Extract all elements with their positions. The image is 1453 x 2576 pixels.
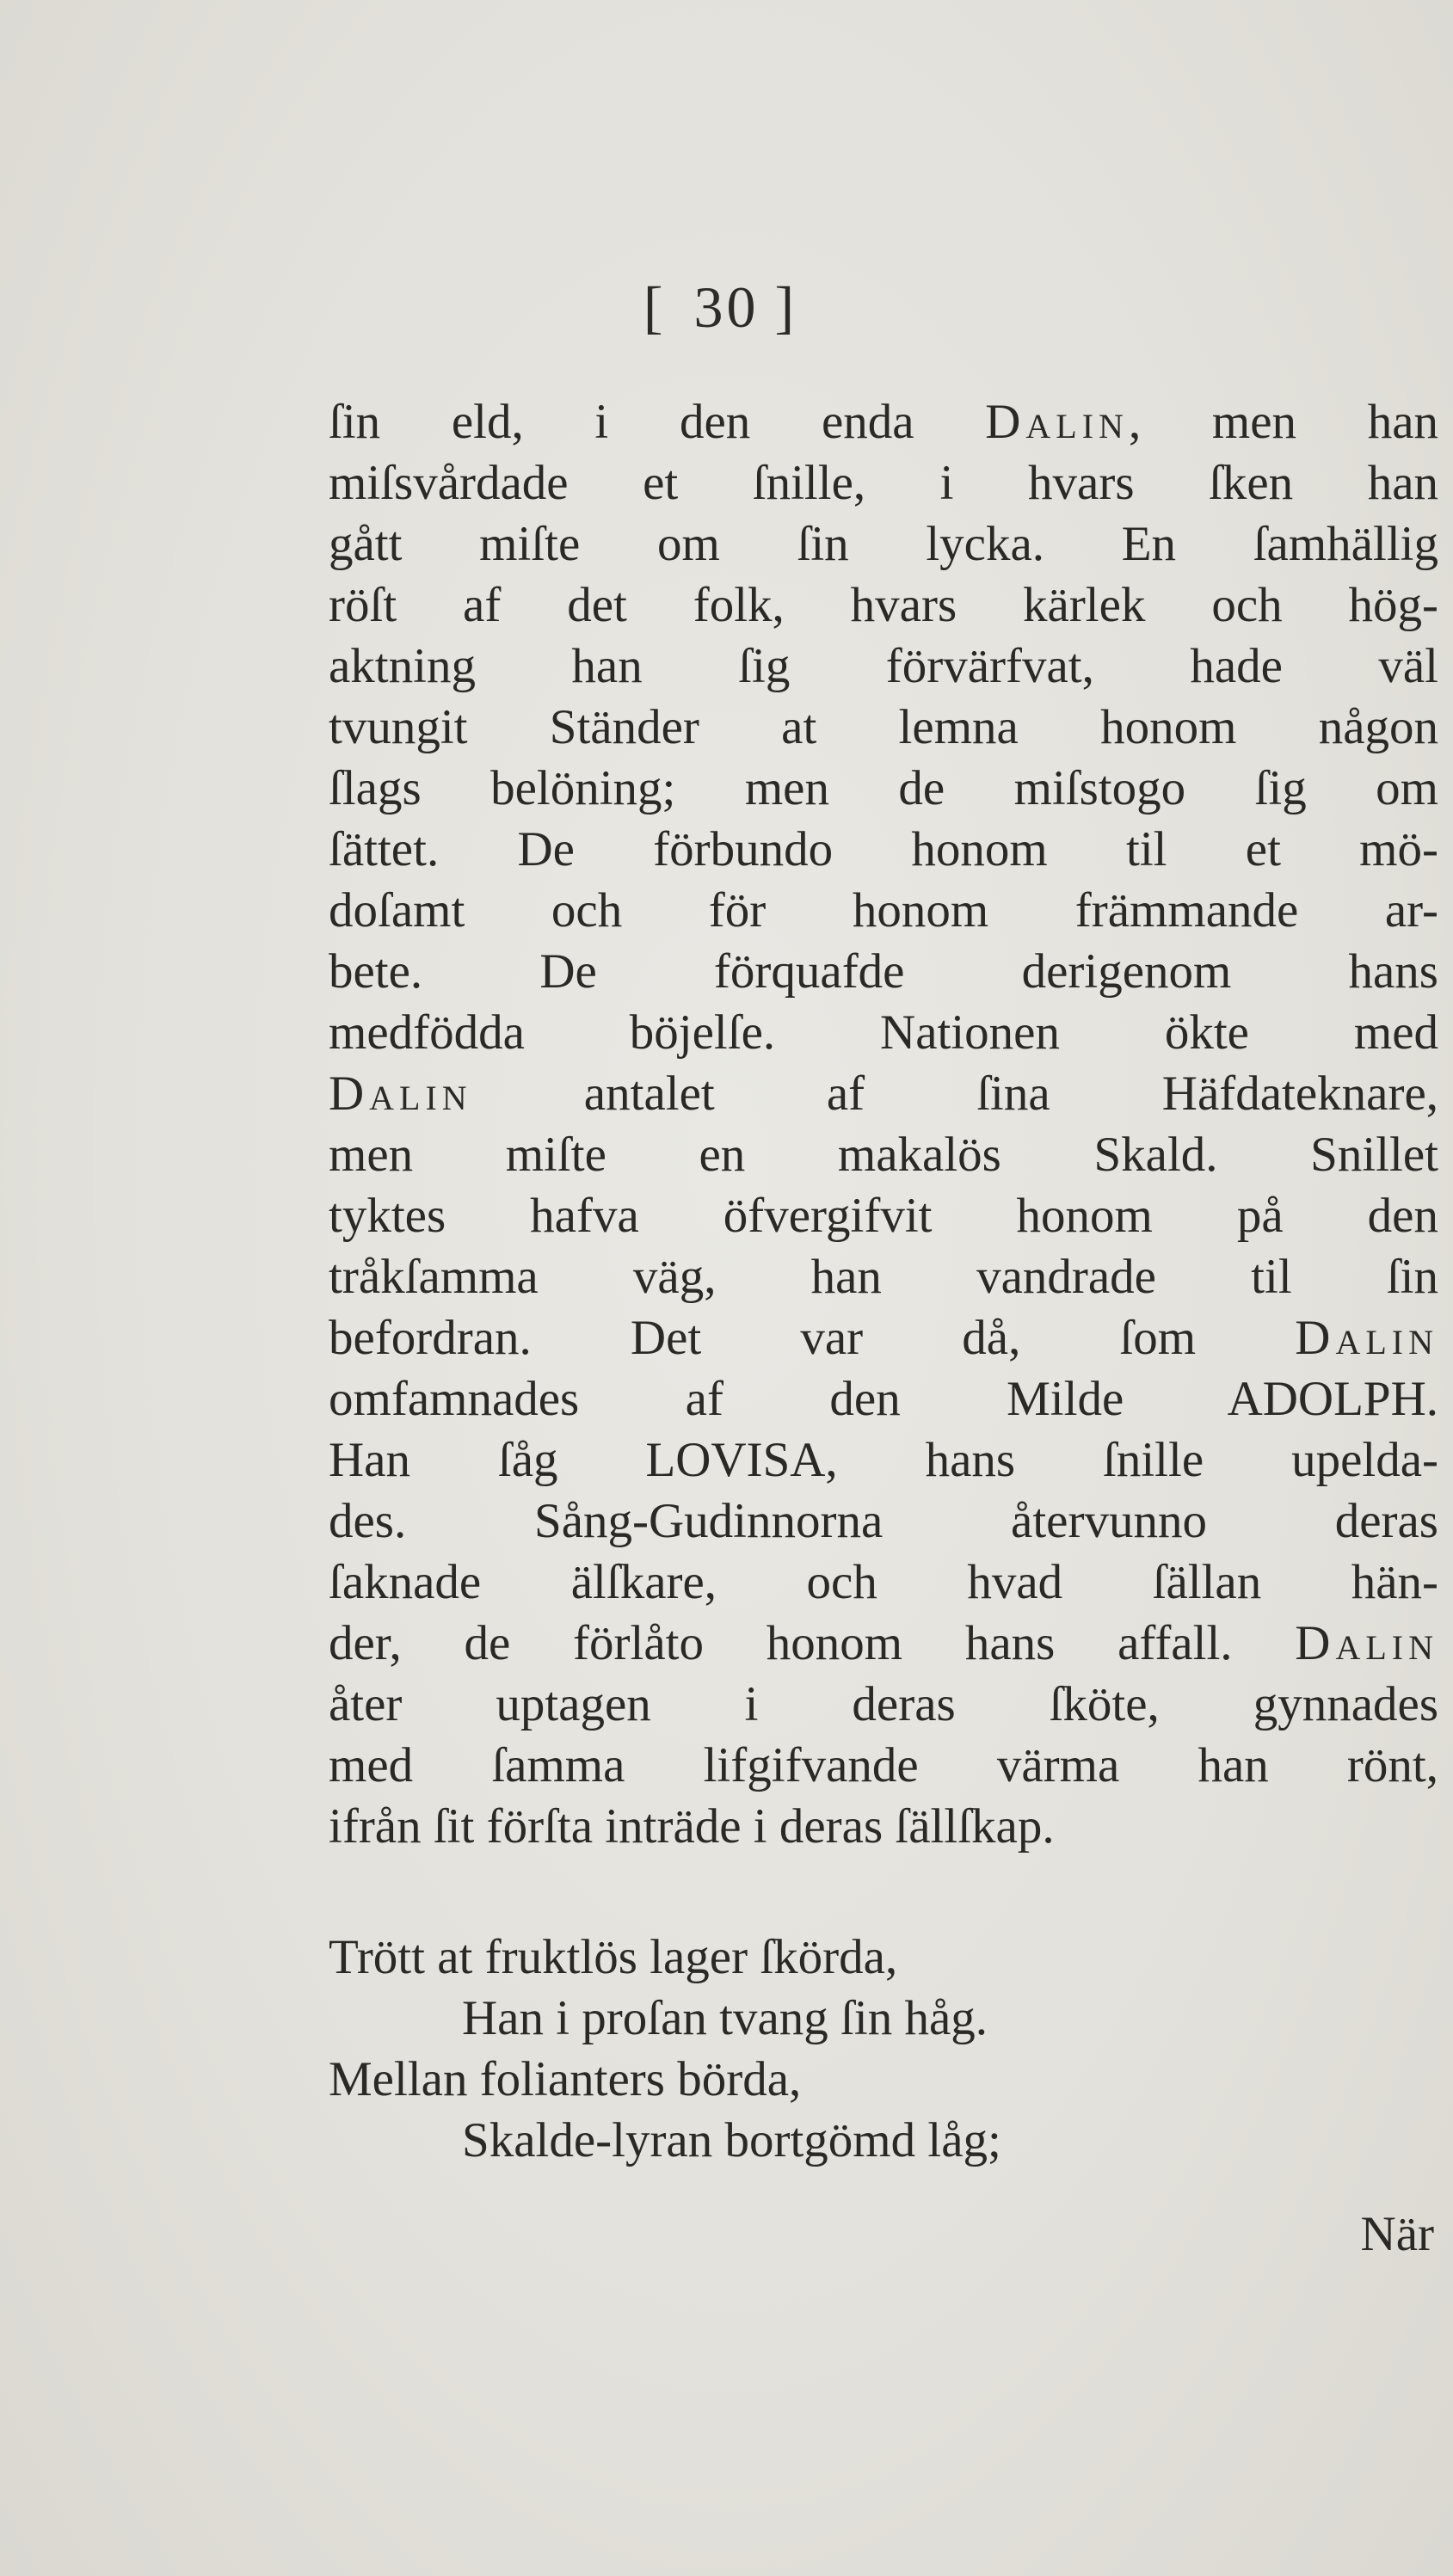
small-caps-name: Dalin	[1295, 1616, 1438, 1670]
text-line	[329, 819, 1438, 880]
text-line	[329, 1307, 1438, 1368]
text-run: doſamt och för honom främmande ar-	[329, 883, 1438, 938]
text-run: tyktes hafva öfvergifvit honom på den	[329, 1189, 1438, 1243]
text-run: ifrån ſit förſta inträde i deras ſällſkap.	[329, 1799, 1055, 1854]
text-run: ſin eld, i den enda	[329, 395, 986, 449]
text-run: tvungit Ständer at lemna honom någon	[329, 700, 1438, 754]
text-run: ſättet. De förbundo honom til et mö-	[329, 822, 1438, 876]
text-line	[329, 1491, 1438, 1552]
poem-line: Mellan folianters börda,	[329, 2052, 802, 2106]
text-line	[329, 1124, 1438, 1185]
poem-line: Han i proſan tvang ſin håg.	[462, 1991, 988, 2045]
open-bracket: [	[643, 274, 679, 340]
text-run: bete. De förquafde derigenom hans	[329, 944, 1438, 999]
poem-line: Trött at fruktlös lager ſkörda,	[329, 1930, 898, 1984]
poem-stanza	[329, 1927, 1438, 2171]
text-line	[329, 1796, 1438, 1857]
close-bracket: ]	[774, 274, 810, 340]
text-run: omfamnades af den Milde ADOLPH.	[329, 1372, 1438, 1426]
text-line	[329, 1674, 1438, 1735]
page-number-header	[0, 274, 1453, 341]
text-run: aktning han ſig förvärfvat, hade väl	[329, 639, 1438, 693]
text-line	[329, 1002, 1438, 1063]
text-line	[329, 758, 1438, 819]
text-line	[329, 575, 1438, 636]
prose-paragraph	[329, 391, 1438, 1857]
text-line	[329, 1246, 1438, 1307]
text-line	[329, 1185, 1438, 1246]
text-line	[329, 452, 1438, 513]
text-line	[329, 1063, 1438, 1124]
small-caps-name: Dalin	[329, 1067, 472, 1121]
text-run: gått miſte om ſin lycka. En ſamhällig	[329, 517, 1438, 571]
text-line	[329, 1552, 1438, 1613]
small-caps-name: Dalin	[1295, 1311, 1438, 1365]
text-line	[329, 1735, 1438, 1796]
text-run: der, de förlåto honom hans affall.	[329, 1616, 1296, 1670]
catchword: När	[1360, 2207, 1434, 2261]
text-line	[329, 1368, 1438, 1429]
text-line	[329, 880, 1438, 941]
small-caps-name: Dalin	[985, 395, 1129, 449]
text-run: antalet af ſina Häfdateknare,	[471, 1067, 1438, 1121]
text-run: ſaknade älſkare, och hvad ſällan hän-	[329, 1555, 1438, 1609]
text-line	[329, 697, 1438, 758]
text-run: tråkſamma väg, han vandrade til ſin	[329, 1250, 1438, 1304]
text-line	[329, 513, 1438, 575]
text-line	[329, 1613, 1438, 1674]
text-run: , men han	[1128, 395, 1438, 449]
text-line	[329, 391, 1438, 452]
text-run: des. Sång-Gudinnorna återvunno deras	[329, 1494, 1438, 1548]
text-run: ſlags belöning; men de miſstogo ſig om	[329, 761, 1438, 815]
text-line	[329, 636, 1438, 697]
text-line	[329, 941, 1438, 1002]
text-run: men miſte en makalös Skald. Snillet	[329, 1128, 1438, 1182]
page-number: 30	[693, 274, 760, 340]
poem-line: Skalde-lyran bortgömd låg;	[462, 2113, 1001, 2167]
text-run: medfödda böjelſe. Nationen ökte med	[329, 1005, 1438, 1060]
text-line	[329, 1429, 1438, 1491]
text-run: miſsvårdade et ſnille, i hvars ſken han	[329, 456, 1438, 510]
text-run: Han ſåg LOVISA, hans ſnille upelda-	[329, 1433, 1438, 1487]
text-run: befordran. Det var då, ſom	[329, 1311, 1296, 1365]
text-run: åter uptagen i deras ſköte, gynnades	[329, 1677, 1438, 1731]
text-run: med ſamma lifgifvande värma han rönt,	[329, 1738, 1438, 1792]
text-run: röſt af det folk, hvars kärlek och hög-	[329, 578, 1438, 632]
